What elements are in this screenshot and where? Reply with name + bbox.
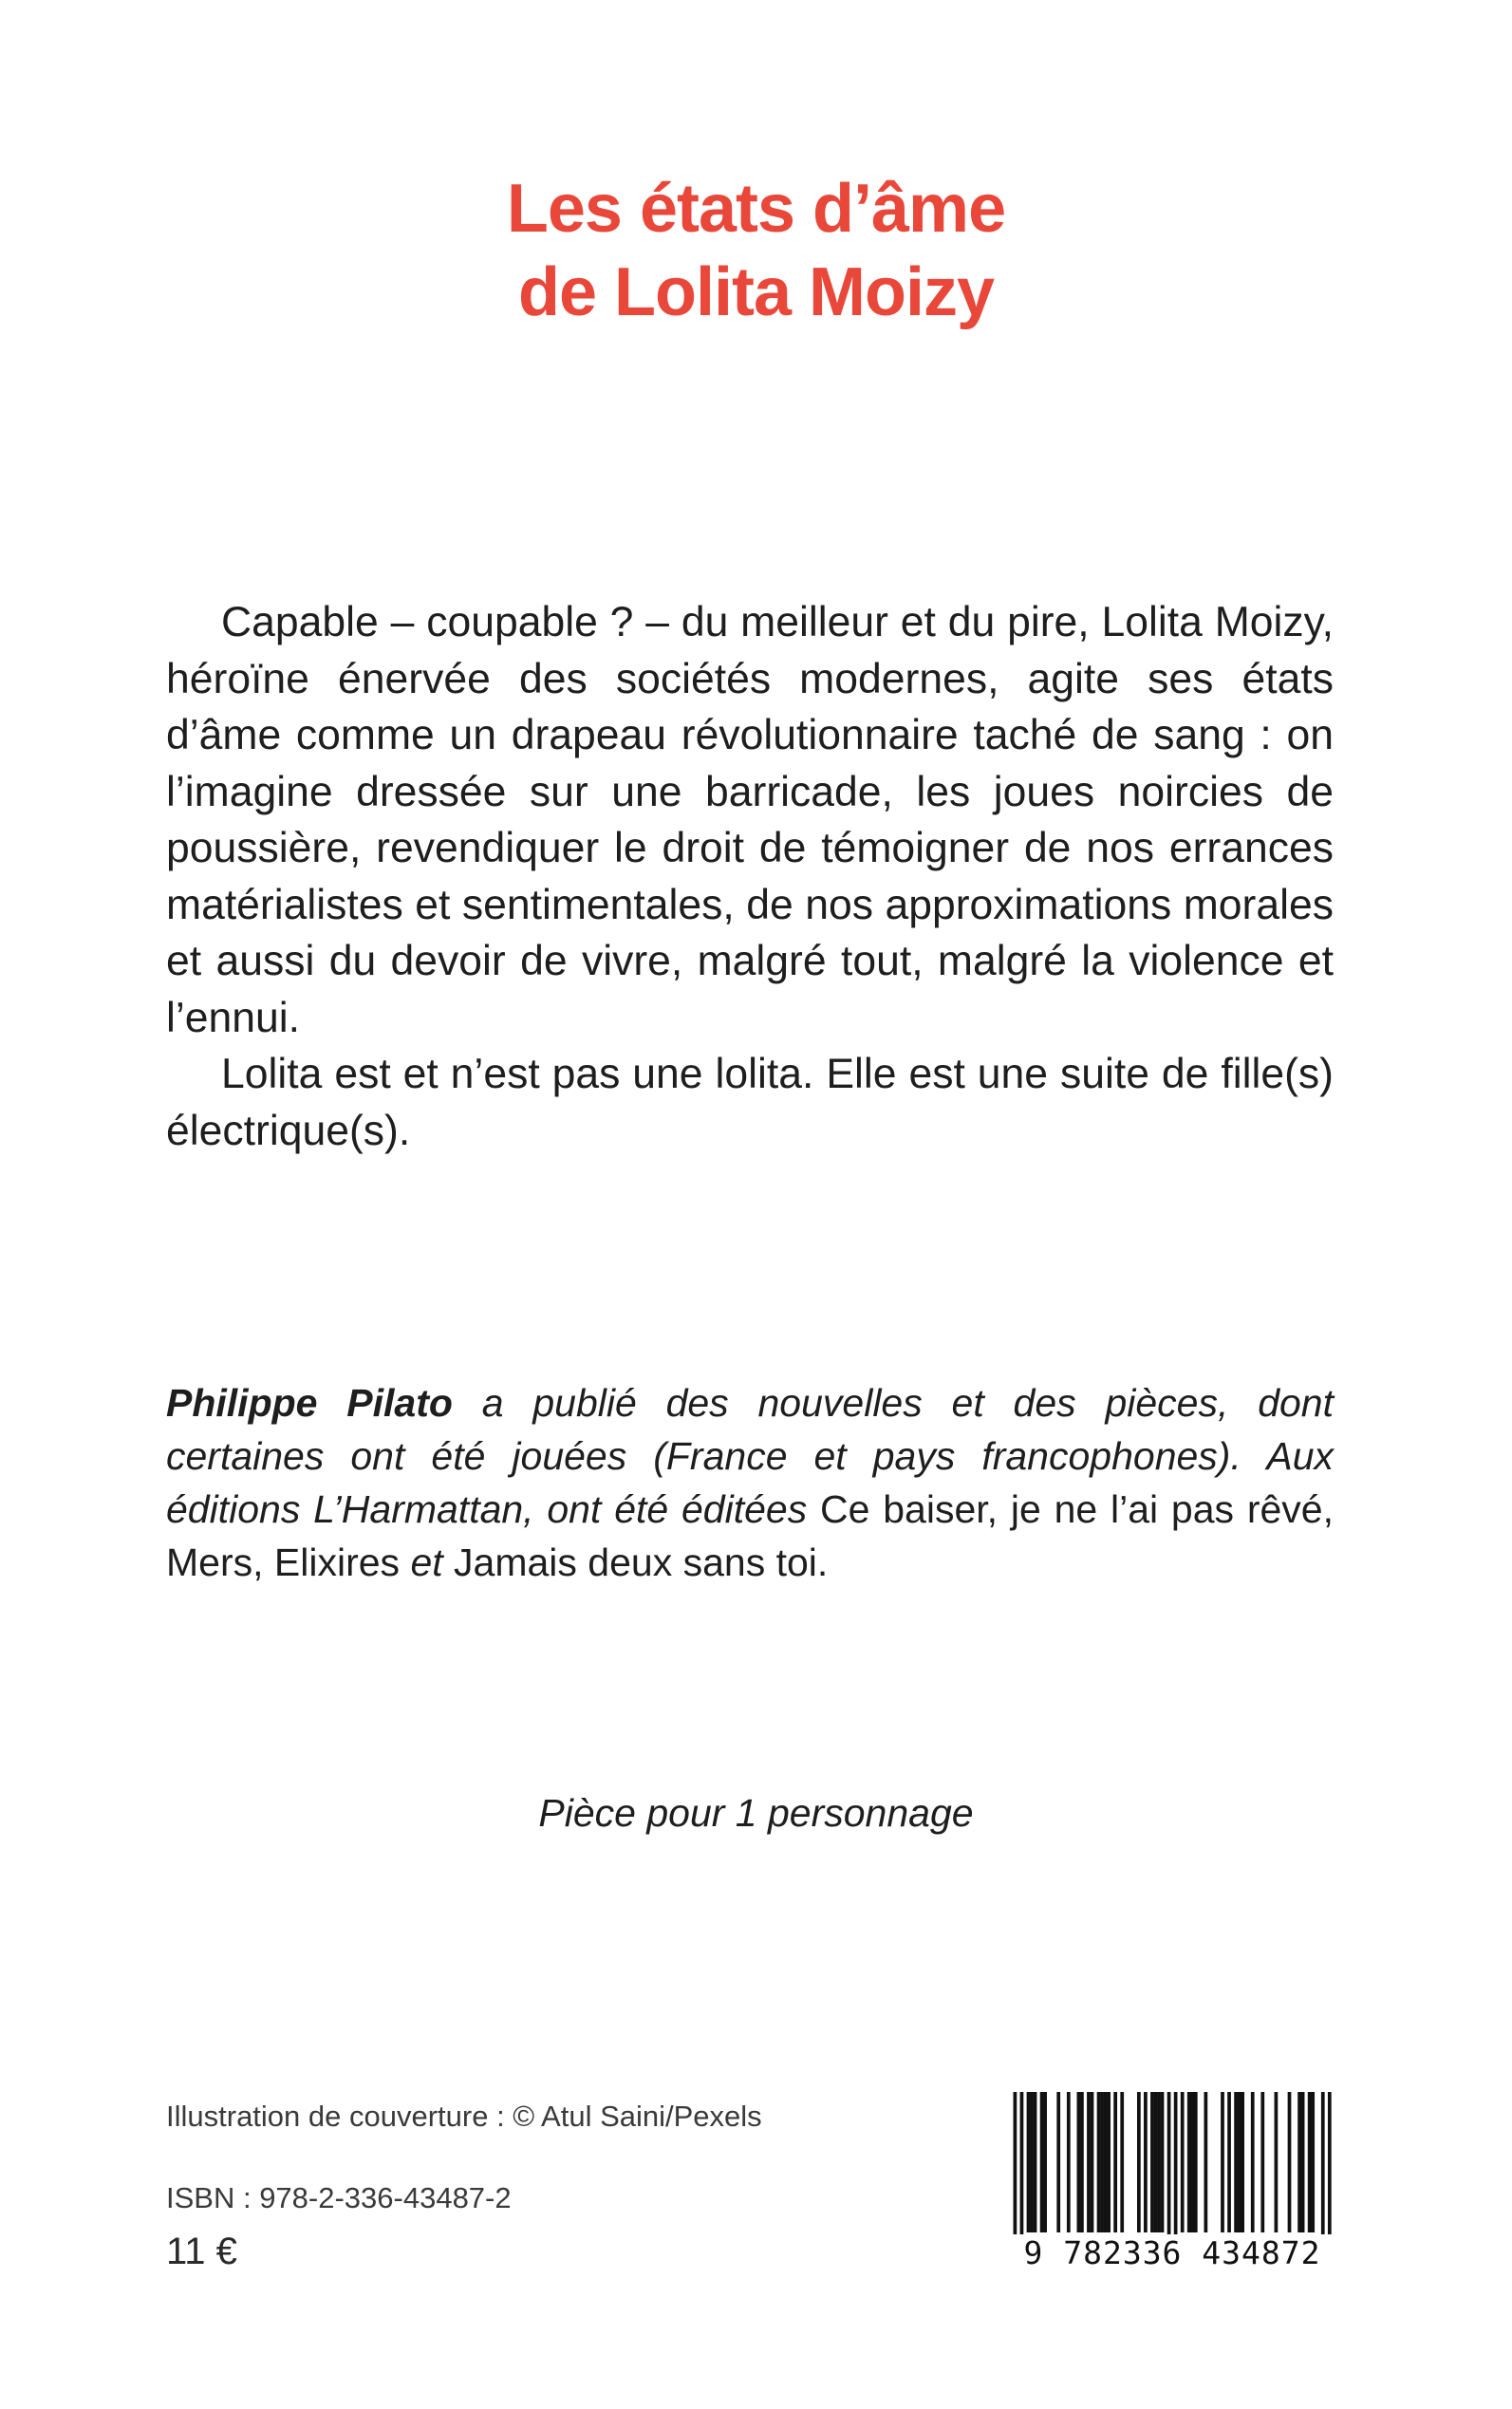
barcode-bar [1087,2092,1091,2232]
book-title-line-1: Les états d’âme [506,171,1006,247]
barcode-bar [1311,2092,1315,2232]
separator-2: , [252,1541,274,1584]
barcode-bar [1030,2092,1034,2232]
barcode [1010,2092,1335,2282]
barcode-bar [1238,2092,1241,2232]
barcode-bar [1056,2092,1060,2232]
barcode-bar [1077,2092,1081,2232]
barcode-bar [1234,2092,1238,2232]
barcode-bar [1154,2092,1158,2232]
work-title-4: Jamais deux sans toi [454,1541,817,1584]
barcode-bar [1097,2092,1101,2232]
barcode-bar [1107,2092,1111,2232]
barcode-bar [1251,2092,1255,2232]
barcode-bar [1227,2092,1231,2232]
price: 11 € [166,2231,237,2272]
barcode-bar [1080,2092,1084,2232]
barcode-bar [1260,2092,1264,2232]
barcode-bar [1288,2092,1292,2232]
barcode-bar [1190,2092,1194,2232]
ean13-barcode-icon [1010,2092,1335,2244]
blurb-paragraph-1: Capable – coupable ? – du meilleur et du pire, Lolita Moizy, héroïne énervée des sociétés modernes, agite ses états d’âme comme un drapeau révolutionnaire taché de sang : on l’imagine dressée sur une barricade, les joues noircies de poussière, revendiquer le droit de témoigner de nos errances matérialistes et sentimentales, de nos approximations morales et aussi du devoir de vivre, malgré tout, malgré la violence et l’ennui. [166,599,1334,1041]
barcode-bar [1241,2092,1244,2232]
barcode-bar [1067,2092,1071,2232]
separator-3: et [400,1541,455,1584]
barcode-bar [1100,2092,1104,2232]
barcode-bar [1328,2092,1332,2244]
barcode-bar [1167,2092,1171,2244]
barcode-bar [1027,2092,1031,2232]
barcode-bar [1120,2092,1124,2232]
genre-line: Pièce pour 1 personnage [538,1791,974,1835]
barcode-bar [1040,2092,1044,2232]
author-name: Philippe Pilato [166,1381,453,1425]
barcode-bar [1144,2092,1148,2232]
blurb [166,594,1334,1159]
barcode-bar [1091,2092,1094,2232]
separator-1: , [1322,1487,1334,1531]
blurb-paragraph-2: Lolita est et n’est pas une lolita. Elle est une suite de fille(s) électrique(s). [166,1051,1334,1154]
barcode-bar [1181,2092,1185,2232]
barcode-bar [1020,2092,1024,2244]
barcode-bar [1137,2092,1141,2232]
barcode-bar [1275,2092,1279,2232]
barcode-bar [1187,2092,1191,2232]
barcode-bar [1014,2092,1017,2244]
barcode-bar [1150,2092,1154,2232]
barcode-bar [1194,2092,1198,2232]
barcode-bar [1157,2092,1161,2232]
barcode-bar [1308,2092,1312,2232]
work-title-2: Mers [166,1541,253,1584]
work-title-1: Ce baiser, je ne l’ai pas rêvé [820,1487,1323,1531]
bio-end: . [816,1541,829,1584]
barcode-bar [1104,2092,1108,2232]
barcode-bar [1113,2092,1117,2232]
barcode-bar [1221,2092,1224,2232]
barcode-bar [1161,2092,1165,2232]
cover-credit: Illustration de couverture : © Atul Saini/Pexels [166,2100,762,2133]
barcode-bar [1043,2092,1047,2232]
isbn: ISBN : 978-2-336-43487-2 [166,2181,512,2214]
barcode-bar [1297,2092,1301,2232]
author-bio-text: a publié des nouvelles et des pièces, dont certaines ont été jouées (France et pays francophones). Aux éditions L’Harmattan, ont été éditées [166,1381,1334,1531]
barcode-bar [1174,2092,1178,2244]
barcode-digits: 9 782336 434872 [1010,2234,1335,2272]
barcode-bar [1301,2092,1305,2232]
barcode-bar [1034,2092,1037,2232]
barcode-bar [1204,2092,1207,2232]
author-bio [166,1376,1334,1589]
barcode-bar [1321,2092,1325,2244]
book-title-line-2: de Lolita Moizy [517,254,995,330]
work-title-3: Elixires [273,1541,401,1584]
book-title [0,167,1512,334]
